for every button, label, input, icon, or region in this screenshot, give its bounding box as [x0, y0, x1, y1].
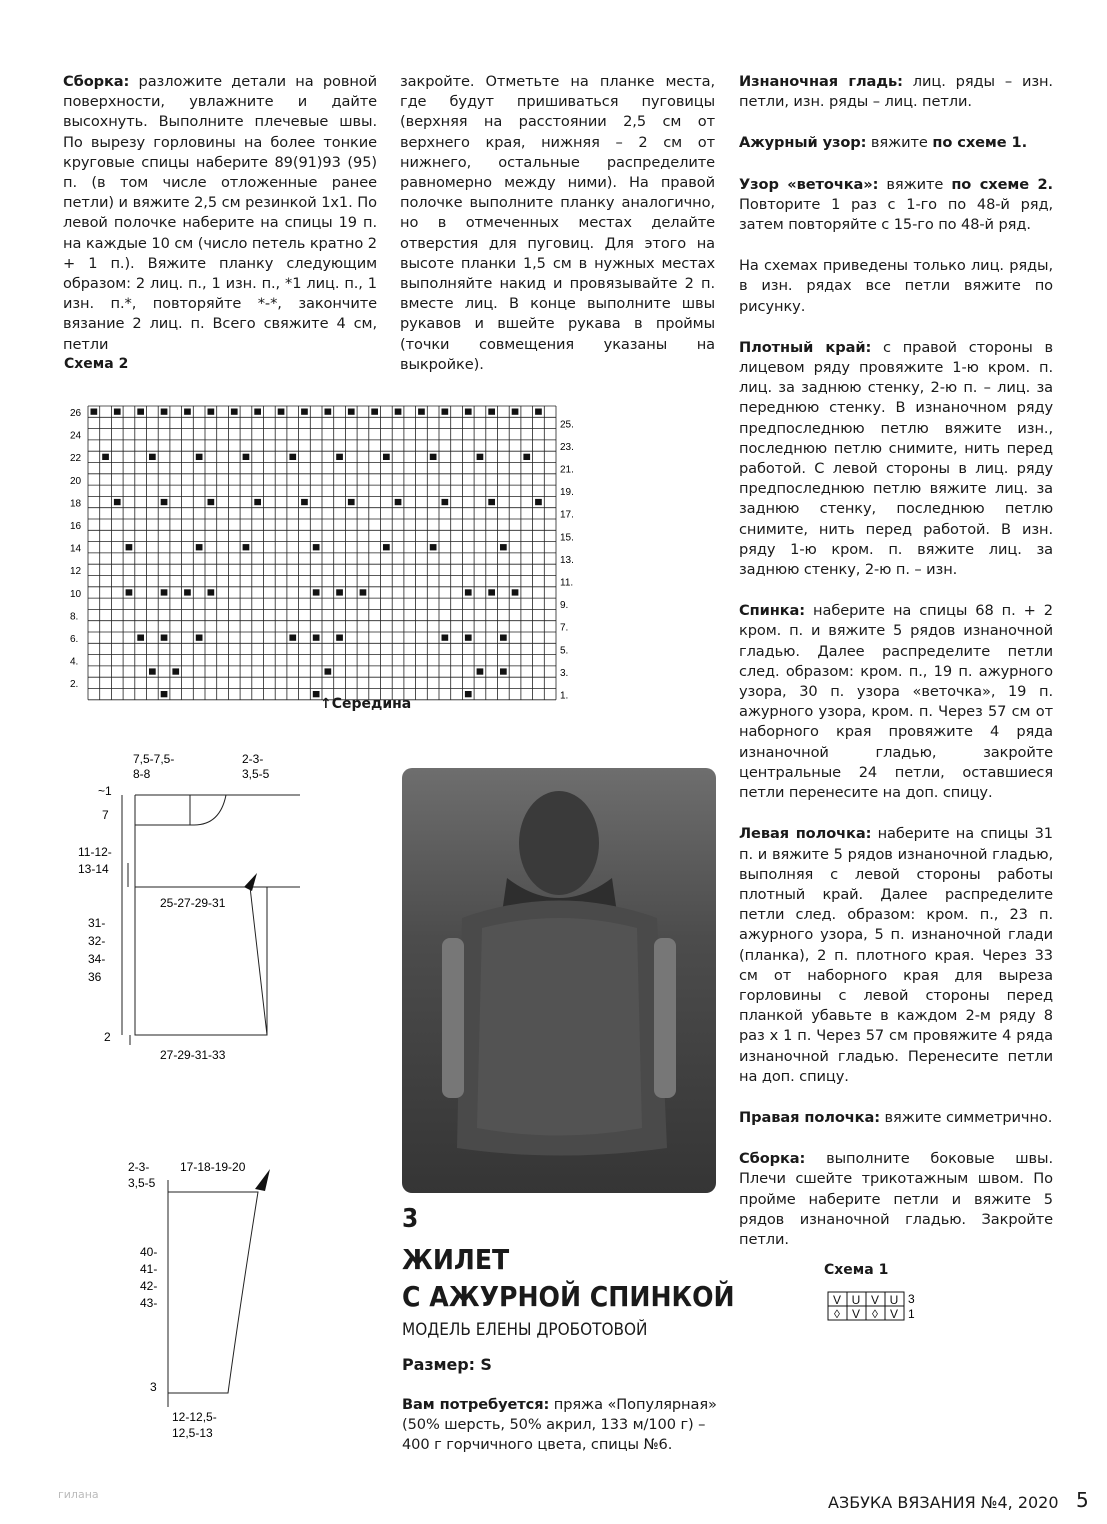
filled-stitch: [289, 635, 296, 641]
model-title-line2: С АЖУРНОЙ СПИНКОЙ: [402, 1280, 735, 1313]
right-front-text: вяжите симметрично.: [884, 1108, 1053, 1126]
left-front-label: Левая полочка:: [739, 825, 872, 843]
model-photo: [402, 768, 716, 1193]
filled-stitch: [488, 499, 495, 505]
filled-stitch: [477, 454, 484, 460]
twig-label: Узор «веточка»:: [739, 175, 879, 193]
back-top-left-1: 7,5-7,5-: [133, 752, 175, 766]
needs-label: Вам потребуется:: [402, 1396, 550, 1413]
watermark: гилана: [58, 1488, 99, 1501]
openwork-text: вяжите: [870, 134, 928, 152]
back-top-left-2: 8-8: [133, 767, 151, 781]
filled-stitch: [395, 499, 402, 505]
sleeve-len-3: 42-: [140, 1279, 158, 1293]
openwork-label: Ажурный узор:: [739, 134, 867, 152]
filled-stitch: [289, 454, 296, 460]
filled-stitch: [208, 409, 215, 415]
sleeve-bottom-1: 12-12,5-: [172, 1410, 217, 1424]
purl-text: лиц. ряды – изн. петли, изн. ряды – лиц. петли.: [739, 73, 1053, 111]
scheme-2-row-label: 20: [70, 475, 82, 487]
filled-stitch: [208, 499, 215, 505]
scheme-2-row-label: 11.: [560, 577, 574, 589]
filled-stitch: [336, 589, 343, 595]
model-number: 3: [402, 1204, 419, 1234]
filled-stitch: [184, 589, 191, 595]
front-outline: [135, 795, 300, 887]
filled-stitch: [196, 454, 203, 460]
scheme-2-left-numbers: [70, 408, 82, 690]
scheme-2-right-numbers: [560, 419, 574, 701]
model-needs: [402, 1395, 732, 1456]
sleeve-bottom-mark: 3: [150, 1380, 157, 1394]
filled-stitch: [325, 409, 332, 415]
filled-stitch: [442, 635, 449, 641]
svg-text:V: V: [832, 1293, 842, 1307]
filled-stitch: [477, 668, 484, 674]
column-2: [400, 72, 715, 396]
column-3: [739, 72, 1053, 1271]
filled-stitch: [149, 668, 156, 674]
scheme-2-row-label: 10: [70, 588, 82, 600]
back-pattern-diagram: [60, 745, 300, 1075]
openwork-scheme-ref: по схеме 1.: [932, 134, 1028, 152]
filled-stitch: [301, 409, 308, 415]
column-1: [63, 72, 377, 376]
filled-stitch: [208, 589, 215, 595]
filled-stitch: [348, 499, 355, 505]
filled-stitch: [161, 499, 168, 505]
filled-stitch: [313, 691, 320, 697]
scheme-2-row-label: 26: [70, 408, 82, 419]
filled-stitch: [430, 544, 437, 550]
filled-stitch: [488, 409, 495, 415]
filled-stitch: [149, 454, 156, 460]
scheme-2-row-label: 21.: [560, 464, 574, 476]
schemes-note-text: На схемах приведены только лиц. ряды, в изн. рядах все петли вяжите по рисунку.: [739, 257, 1053, 315]
scheme-2-row-label: 3.: [560, 667, 569, 679]
scheme-2-row-label: 1.: [560, 690, 569, 702]
filled-stitch: [523, 454, 530, 460]
twig-paragraph: [739, 175, 1053, 236]
filled-stitch: [383, 544, 390, 550]
filled-stitch: [465, 635, 472, 641]
twig-text-1: вяжите: [886, 175, 944, 193]
filled-stitch: [137, 409, 144, 415]
svg-text:U: U: [889, 1293, 899, 1307]
scheme-2-row-label: 6.: [70, 634, 79, 645]
back-low-3: 34-: [88, 952, 106, 966]
assembly-label: Сборка:: [63, 73, 130, 90]
filled-stitch: [465, 589, 472, 595]
back-mid-width: 25-27-29-31: [160, 896, 226, 910]
scheme-2-row-label: 7.: [560, 622, 569, 634]
scheme-2-row-label: 15.: [560, 532, 574, 544]
back-low-2: 32-: [88, 934, 106, 948]
purl-label: Изнаночная гладь:: [739, 73, 903, 90]
scheme-2-row-label: 14: [70, 543, 82, 555]
back-outline: [190, 795, 226, 825]
right-front-label: Правая полочка:: [739, 1108, 880, 1126]
filled-stitch: [231, 409, 238, 415]
svg-text:V: V: [889, 1307, 899, 1321]
scheme-1-row-3: 3: [908, 1292, 915, 1306]
schemes-note: [739, 256, 1053, 317]
filled-stitch: [512, 409, 519, 415]
scheme-2-center-label: ↑Середина: [320, 696, 412, 712]
filled-stitch: [126, 589, 133, 595]
filled-stitch: [184, 409, 191, 415]
filled-stitch: [126, 544, 133, 550]
filled-stitch: [114, 499, 121, 505]
back-low-1: 31-: [88, 916, 106, 930]
filled-stitch: [500, 544, 507, 550]
scheme-2-row-label: 25.: [560, 419, 574, 431]
filled-stitch: [383, 454, 390, 460]
filled-stitch: [395, 409, 402, 415]
assembly-text: разложите детали на ровной поверхности, увлажните и дайте высохнуть. Выполните плечевые швы. По вырезу горловины на более тонкие круговые спицы наберите 89(91)93 (95) п. (в том числе отложенные ранее петли) и вяжите 2,5 см резинкой 1х1. По левой полочке наберите на спицы 19 п. на каждые 10 см (число петель кратно 2 + 1 п.). Вяжите планку следующим образом: 2 лиц. п., 1 изн. п., *1 лиц. п., 1 изн. п.*, повторяйте *-*, закончите вязание 2 лиц. п. Всего свяжите 4 см, петли: [63, 73, 377, 353]
filled-stitch: [500, 635, 507, 641]
sleeve-len-2: 41-: [140, 1262, 158, 1276]
filled-stitch: [114, 409, 121, 415]
back-neck-2: 7: [102, 808, 109, 822]
svg-text:V: V: [851, 1307, 861, 1321]
dense-edge-label: Плотный край:: [739, 338, 872, 356]
scheme-2-row-label: 24: [70, 430, 82, 442]
filled-stitch: [102, 454, 109, 460]
assembly2-label: Сборка:: [739, 1150, 806, 1168]
sleeve-pattern-diagram: [120, 1155, 290, 1455]
sleeve-len-4: 43-: [140, 1296, 158, 1310]
back-side-1: 11-12-: [78, 845, 112, 859]
scheme-2-grid: [88, 406, 556, 700]
filled-stitch: [535, 499, 542, 505]
filled-stitch: [196, 544, 203, 550]
model-size: Размер: S: [402, 1355, 492, 1374]
filled-stitch: [465, 691, 472, 697]
filled-stitch: [254, 499, 261, 505]
filled-stitch: [161, 409, 168, 415]
filled-stitch: [430, 454, 437, 460]
left-front-paragraph: [739, 824, 1053, 1087]
filled-stitch: [161, 691, 168, 697]
filled-stitch: [512, 589, 519, 595]
scheme-2-row-label: 18: [70, 498, 82, 510]
scheme-2-row-label: 4.: [70, 656, 79, 668]
filled-stitch: [418, 409, 425, 415]
model-silhouette: [402, 768, 716, 1193]
filled-stitch: [313, 544, 320, 550]
continuation-text: закройте. Отметьте на планке места, где будут пришиваться пуговицы (верхняя на расстоянии 2,5 см от верхнего края, нижняя – 2 см от нижнего, остальные распределите равномерно между ними). На правой полочке выполните планку аналогично, но в отмеченных местах делайте отверстия для пуговиц. Для этого на высоте планки 1,5 см в нужных местах выполняйте накид и провязывайте 2 п. вместе лиц. В конце выполните швы рукавов и вшейте рукава в проймы (точки совмещения указаны на выкройке).: [400, 73, 715, 373]
filled-stitch: [254, 409, 261, 415]
scheme-2-row-label: 2.: [70, 679, 79, 691]
scheme-2-row-label: 19.: [560, 487, 574, 499]
filled-stitch: [348, 409, 355, 415]
sleeve-bottom-2: 12,5-13: [172, 1426, 213, 1440]
sleeve-match-point: [255, 1169, 270, 1191]
scheme-2-row-label: 9.: [560, 600, 569, 612]
scheme-2-row-label: 16: [70, 521, 82, 532]
back-side-2: 13-14: [78, 862, 109, 876]
filled-stitch: [488, 589, 495, 595]
scheme-2-row-label: 22: [70, 453, 82, 465]
assembly2-text: выполните боковые швы. Плечи сшейте трикотажным швом. По пройме наберите петли и вяжите 5 рядов изнаночной гладью. Закройте петли.: [739, 1150, 1053, 1248]
scheme-1-row-1: 1: [908, 1307, 915, 1321]
filled-stitch: [535, 409, 542, 415]
svg-text:◊: ◊: [834, 1307, 840, 1321]
filled-stitch: [91, 409, 98, 415]
scheme-2-row-label: 5.: [560, 645, 569, 657]
filled-stitch: [371, 409, 378, 415]
back-top-right-2: 3,5-5: [242, 767, 270, 781]
filled-stitch: [360, 589, 367, 595]
twig-text-2: Повторите 1 раз с 1-го по 48-й ряд, затем повторяйте с 15-го по 48-й ряд.: [739, 195, 1053, 234]
filled-stitch: [161, 635, 168, 641]
filled-stitch: [172, 668, 179, 674]
filled-stitch: [313, 635, 320, 641]
filled-stitch: [278, 409, 285, 415]
match-point-marker: [244, 873, 257, 891]
filled-stitch: [336, 635, 343, 641]
dense-edge-text: с правой стороны в лицевом ряду провяжите 1-ю кром. п. лиц. за заднюю стенку, 2-ю п. – лиц. за переднюю стенку. В изнаночном ряду предпоследнюю петлю вяжите изн., последнюю петлю снимите, нить перед работой. С левой стороны в лиц. ряду предпоследнюю петлю вяжите лиц. за заднюю стенку, последнюю петлю снимите, нить перед работой. В изн. ряду 1-ю кром. п. вяжите лиц. за заднюю стенку, 2-ю п. – изн.: [739, 338, 1054, 579]
svg-text:◊: ◊: [872, 1307, 878, 1321]
left-front-text: наберите на спицы 31 п. и вяжите 5 рядов изнаночной гладью, выполняя с левой стороны работы плотный край. Далее распределите петли след. образом: кром. п., 23 п. ажурного узора, 5 п. изнаночной глади (планка), 2 п. плотного края. Через 33 см от наборного края для выреза горловины с левой стороны перед планкой убавьте в каждом 2-м ряду 8 раз х 1 п. Через 57 см провяжите 4 ряда изнаночной гладью. Перенесите петли на доп. спицу.: [739, 825, 1053, 1085]
filled-stitch: [313, 589, 320, 595]
filled-stitch: [465, 409, 472, 415]
back-top-right-1: 2-3-: [242, 752, 264, 766]
back-text: наберите на спицы 68 п. + 2 кром. п. и вяжите 5 рядов изнаночной гладью. Далее распределите петли след. образом: кром. п., 19 п. ажурного узора, 30 п. узора «веточка», 19 п. ажурного узора, кром. п. Через 57 см от наборного края провяжите 4 ряда изнаночной гладью, закройте центральные 24 петли, оставшиеся петли перенесите на доп. спицу.: [739, 602, 1053, 802]
model-title-line1: ЖИЛЕТ: [402, 1243, 510, 1276]
scheme-2-row-label: 8.: [70, 611, 79, 623]
sleeve-len-1: 40-: [140, 1245, 158, 1259]
assembly2-paragraph: [739, 1149, 1053, 1250]
sleeve-top-1: 2-3-: [128, 1160, 150, 1174]
svg-text:V: V: [870, 1293, 880, 1307]
scheme-2-chart: [60, 400, 600, 715]
model-author: МОДЕЛЬ ЕЛЕНЫ ДРОБОТОВОЙ: [402, 1320, 648, 1340]
scheme-1-chart: [826, 1290, 926, 1326]
filled-stitch: [161, 589, 168, 595]
filled-stitch: [442, 499, 449, 505]
filled-stitch: [301, 499, 308, 505]
openwork-paragraph: [739, 133, 1053, 153]
purl-stitch-paragraph: [739, 72, 1053, 112]
filled-stitch: [336, 454, 343, 460]
needs-text: пряжа «Популярная» (50% шерсть, 50% акрил, 133 м/100 г) – 400 г горчичного цвета, спицы №6.: [402, 1396, 717, 1454]
page-number: 5: [1076, 1488, 1089, 1512]
scheme-2-row-label: 23.: [560, 441, 574, 453]
assembly-continuation: [400, 72, 715, 375]
svg-text:U: U: [851, 1293, 861, 1307]
filled-stitch: [442, 409, 449, 415]
sleeve-top-2: 3,5-5: [128, 1176, 156, 1190]
back-paragraph: [739, 601, 1053, 803]
assembly-paragraph: [63, 72, 377, 355]
scheme-2-row-label: 17.: [560, 509, 574, 521]
back-neck-1: ~1: [98, 784, 112, 798]
sleeve-top-width: 17-18-19-20: [180, 1160, 246, 1174]
filled-stitch: [325, 668, 332, 674]
right-front-paragraph: [739, 1108, 1053, 1128]
magazine-name: АЗБУКА ВЯЗАНИЯ №4, 2020: [828, 1493, 1059, 1512]
scheme-2-title: Схема 2: [64, 356, 129, 372]
dense-edge-paragraph: [739, 338, 1053, 580]
scheme-1-title: Схема 1: [824, 1262, 889, 1278]
back-label: Спинка:: [739, 602, 805, 620]
twig-scheme-ref: по схеме 2.: [951, 175, 1053, 193]
back-bottom-width: 27-29-31-33: [160, 1048, 226, 1062]
scheme-2-row-label: 13.: [560, 554, 574, 566]
filled-stitch: [500, 668, 507, 674]
filled-stitch: [196, 635, 203, 641]
scheme-2-row-label: 12: [70, 566, 82, 578]
filled-stitch: [137, 635, 144, 641]
back-low-4: 36: [88, 970, 102, 984]
filled-stitch: [243, 454, 250, 460]
filled-stitch: [243, 544, 250, 550]
back-bottom-mark: 2: [104, 1030, 111, 1044]
